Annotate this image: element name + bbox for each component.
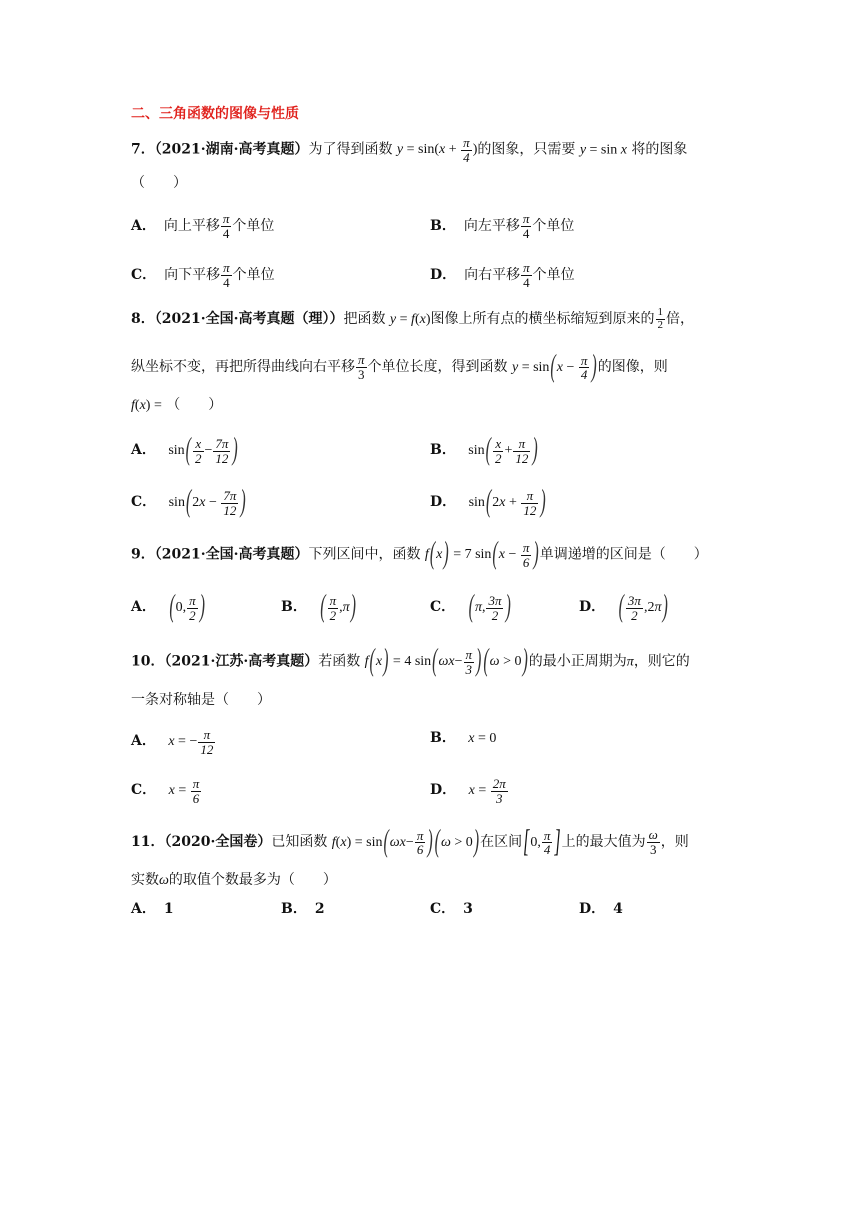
formula: ( $\frac{\pi}{2}$ ,π) bbox=[320, 590, 356, 625]
formula: y = sin(x − $\frac{\pi}{4}$ ) bbox=[511, 349, 597, 384]
option-b[interactable] bbox=[430, 212, 574, 240]
question-8-stem bbox=[131, 307, 694, 331]
formula: x = − $\frac{\pi}{12}$ bbox=[168, 727, 214, 757]
question-source: （2021·全国·高考真题（理）） bbox=[154, 311, 344, 328]
formula: $\frac{\pi}{4}$ bbox=[522, 211, 530, 241]
stem-text: 下列区间中，函数 bbox=[308, 546, 421, 563]
stem-text: 图像上所有点的横坐标缩短到原来的 bbox=[430, 311, 655, 328]
stem-text: 实数 bbox=[131, 872, 159, 888]
formula: π bbox=[626, 654, 634, 670]
formula: sin( $\frac{x}{2}$ + $\frac{\pi}{12}$ ) bbox=[468, 433, 538, 468]
option-c[interactable] bbox=[131, 261, 275, 289]
formula: ( $\frac{3\pi}{2}$ ,2π) bbox=[618, 590, 668, 625]
option-label: C． bbox=[430, 901, 456, 917]
option-a[interactable] bbox=[131, 899, 174, 919]
option-text: 向右平移 bbox=[464, 267, 521, 284]
formula: x = $\frac{2\pi}{3}$ bbox=[468, 776, 506, 806]
question-number: 10． bbox=[131, 653, 165, 670]
option-b[interactable] bbox=[430, 728, 496, 749]
option-c[interactable] bbox=[430, 590, 512, 625]
option-label: A． bbox=[131, 218, 156, 235]
formula: f(x) = 7 sin(x − $\frac{\pi}{6}$ ) bbox=[424, 537, 539, 572]
option-value: 1 bbox=[163, 901, 174, 917]
option-label: D． bbox=[579, 599, 606, 616]
question-11-stem-line2 bbox=[131, 870, 337, 891]
option-b[interactable] bbox=[281, 899, 325, 919]
formula: (π, $\frac{3\pi}{2}$ ) bbox=[468, 590, 511, 625]
question-number: 7． bbox=[131, 141, 155, 158]
formula: sin(2x − $\frac{7\pi}{12}$ ) bbox=[168, 485, 246, 520]
formula: $\frac{1}{2}$ bbox=[657, 306, 663, 331]
stem-text: 在区间 bbox=[480, 834, 523, 851]
option-value: 2 bbox=[314, 901, 325, 917]
stem-text: ，则它的 bbox=[633, 653, 690, 670]
section-title: 二、三角函数的图像与性质 bbox=[131, 106, 299, 122]
option-d[interactable] bbox=[430, 777, 509, 805]
formula: ω bbox=[159, 873, 169, 888]
stem-text: 倍， bbox=[666, 311, 694, 328]
option-a[interactable] bbox=[131, 590, 206, 625]
question-8-stem-line2 bbox=[131, 349, 668, 384]
question-10-stem-line2: 一条对称轴是（ ） bbox=[131, 692, 271, 708]
stem-text: 的图象，只需要 bbox=[477, 141, 576, 158]
option-c[interactable] bbox=[131, 485, 247, 520]
formula: sin(2x + $\frac{\pi}{12}$ ) bbox=[468, 485, 546, 520]
option-label: B． bbox=[430, 730, 456, 746]
option-label: C． bbox=[131, 782, 157, 799]
formula: f(x) = sin(ωx− $\frac{\pi}{6}$ ) (ω > 0) bbox=[331, 824, 480, 859]
formula: f(x) = 4 sin(ωx− $\frac{\pi}{3}$ ) (ω > 0) bbox=[364, 644, 528, 679]
option-b[interactable] bbox=[281, 590, 357, 625]
question-10-stem bbox=[131, 644, 690, 679]
answer-blank: （ ） bbox=[131, 175, 187, 191]
question-number: 8． bbox=[131, 311, 155, 328]
stem-text: ，则 bbox=[660, 834, 689, 851]
formula: y = sin x bbox=[579, 142, 627, 158]
formula: (0, $\frac{\pi}{2}$ ) bbox=[169, 590, 205, 625]
stem-text: （ ） bbox=[166, 397, 223, 413]
formula: [0, $\frac{\pi}{4}$ ] bbox=[523, 824, 561, 859]
formula: sin( $\frac{x}{2}$ − $\frac{7\pi}{12}$ ) bbox=[168, 433, 238, 468]
question-source: （2021·湖南·高考真题） bbox=[154, 141, 309, 158]
option-label: A． bbox=[131, 901, 156, 917]
option-c[interactable] bbox=[430, 899, 473, 919]
option-text: 个单位 bbox=[532, 267, 575, 284]
option-label: C． bbox=[131, 267, 157, 284]
option-b[interactable] bbox=[430, 433, 539, 468]
stem-text: 若函数 bbox=[318, 653, 361, 670]
formula: $\frac{\pi}{4}$ bbox=[523, 260, 530, 290]
option-text: 个单位 bbox=[232, 267, 275, 284]
stem-text: 的最小正周期为 bbox=[528, 653, 627, 670]
option-label: A． bbox=[131, 733, 156, 750]
option-label: B． bbox=[430, 442, 456, 459]
option-label: D． bbox=[430, 782, 457, 799]
stem-text: 为了得到函数 bbox=[308, 141, 393, 158]
formula: $\frac{\pi}{4}$ bbox=[222, 211, 230, 241]
question-source: （2021·全国·高考真题） bbox=[154, 546, 309, 563]
stem-text: 将的图象 bbox=[631, 141, 688, 158]
option-text: 个单位 bbox=[232, 218, 275, 235]
option-text: 向下平移 bbox=[164, 267, 221, 284]
question-number: 11． bbox=[131, 834, 165, 851]
stem-text: 的图像，则 bbox=[597, 359, 668, 376]
option-label: A． bbox=[131, 442, 156, 459]
question-number: 9． bbox=[131, 546, 155, 563]
stem-text: 纵坐标不变，再把所得曲线向右平移 bbox=[131, 359, 355, 376]
formula: x = $\frac{\pi}{6}$ bbox=[168, 776, 200, 806]
question-7-stem bbox=[131, 136, 687, 164]
stem-text: 上的最大值为 bbox=[561, 834, 646, 851]
option-a[interactable] bbox=[131, 728, 216, 756]
option-d[interactable] bbox=[430, 261, 575, 289]
formula: x = 0 bbox=[468, 731, 497, 746]
stem-text: 把函数 bbox=[343, 311, 386, 328]
question-source: （2021·江苏·高考真题） bbox=[164, 653, 319, 670]
option-label: B． bbox=[281, 599, 307, 616]
option-label: D． bbox=[579, 901, 606, 917]
option-d[interactable] bbox=[430, 485, 547, 520]
option-value: 4 bbox=[613, 901, 623, 917]
option-c[interactable] bbox=[131, 777, 202, 805]
question-source: （2020·全国卷） bbox=[164, 834, 272, 851]
formula: $\frac{\pi}{4}$ bbox=[223, 260, 230, 290]
option-text: 向左平移 bbox=[463, 218, 520, 235]
question-11-stem bbox=[131, 824, 689, 859]
option-a[interactable] bbox=[131, 433, 239, 468]
option-label: D． bbox=[430, 267, 457, 284]
stem-text: 个单位长度，得到函数 bbox=[367, 359, 508, 376]
option-d[interactable] bbox=[579, 590, 669, 625]
formula: y = sin(x + $\frac{\pi}{4}$ ) bbox=[396, 135, 478, 165]
question-9-stem bbox=[131, 537, 708, 572]
option-label: C． bbox=[430, 599, 456, 616]
option-label: B． bbox=[281, 901, 307, 917]
option-text: 向上平移 bbox=[163, 218, 220, 235]
formula: y = f(x) bbox=[389, 312, 431, 328]
option-label: B． bbox=[430, 218, 456, 235]
formula: f(x) = bbox=[131, 398, 162, 413]
option-label: C． bbox=[131, 494, 157, 511]
stem-text: 的取值个数最多为（ ） bbox=[168, 872, 337, 888]
formula: $\frac{\pi}{3}$ bbox=[358, 352, 365, 382]
option-label: A． bbox=[131, 599, 156, 616]
question-8-stem-line3 bbox=[131, 395, 222, 416]
stem-text: 单调递增的区间是（ ） bbox=[539, 546, 708, 563]
option-a[interactable] bbox=[131, 212, 274, 240]
option-label: D． bbox=[430, 494, 457, 511]
option-text: 个单位 bbox=[532, 218, 575, 235]
formula: $\frac{\omega}{3}$ bbox=[648, 827, 658, 857]
option-d[interactable] bbox=[579, 899, 623, 919]
option-value: 3 bbox=[463, 901, 473, 917]
stem-text: 已知函数 bbox=[271, 834, 328, 851]
